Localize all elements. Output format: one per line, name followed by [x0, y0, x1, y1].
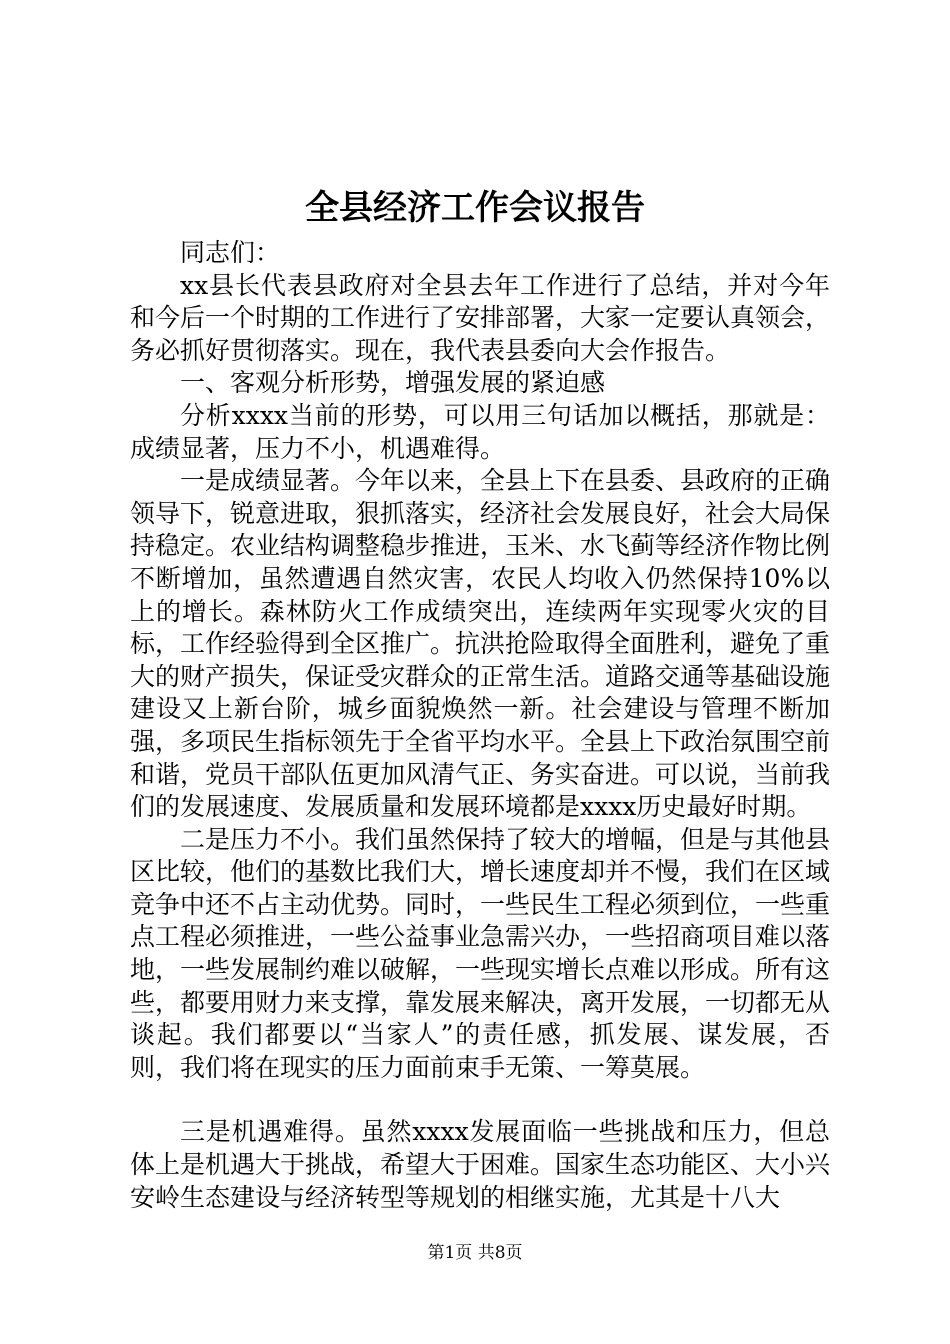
paragraph-summary: 分析xxxx当前的形势，可以用三句话加以概括，那就是：成绩显著，压力不小，机遇难得。 [130, 400, 830, 463]
paragraph-intro: xx县长代表县政府对全县去年工作进行了总结，并对今年和今后一个时期的工作进行了安排部署，大家一定要认真领会，务必抓好贯彻落实。现在，我代表县委向大会作报告。 [130, 270, 831, 365]
document-title: 全县经济工作会议报告 [305, 188, 645, 228]
paragraph-opportunity: 三是机遇难得。虽然xxxx发展面临一些挑战和压力，但总体上是机遇大于挑战，希望大于困难。国家生态功能区、大小兴安岭生态建设与经济转型等规划的相继实施，尤其是十八大 [130, 1117, 831, 1212]
paragraph-pressure: 二是压力不小。我们虽然保持了较大的增幅，但是与其他县区比较，他们的基数比我们大，增长速度却并不慢，我们在区域竞争中还不占主动优势。同时，一些民生工程必须到位，一些重点工程必须推进，一些公益事业急需兴办，一些招商项目难以落地，一些发展制约难以破解，一些现实增长点难以形成。所有这些，都要用财力来支撑，靠发展来解决，离开发展，一切都无从谈起。我们都要以“当家人”的责任感，抓发展、谋发展，否则，我们将在现实的压力面前束手无策、一筹莫展。 [130, 824, 831, 1082]
salutation: 同志们： [180, 238, 281, 267]
section-heading: 一、客观分析形势，增强发展的紧迫感 [180, 368, 606, 398]
page-number: 第1页 共8页 [427, 1243, 523, 1263]
document-body [130, 237, 830, 1214]
paragraph-achievements: 一是成绩显著。今年以来，全县上下在县委、县政府的正确领导下，锐意进取，狠抓落实，经济社会发展良好，社会大局保持稳定。农业结构调整稳步推进，玉米、水飞蓟等经济作物比例不断增加，虽然遭遇自然灾害，农民人均收入仍然保持10%以上的增长。森林防火工作成绩突出，连续两年实现零火灾的目标，工作经验得到全区推广。抗洪抢险取得全面胜利，避免了重大的财产损失，保证受灾群众的正常生活。道路交通等基础设施建设又上新台阶，城乡面貌焕然一新。社会建设与管理不断加强，多项民生指标领先于全省平均水平。全县上下政治氛围空前和谐，党员干部队伍更加风清气正、务实奋进。可以说，当前我们的发展速度、发展质量和发展环境都是xxxx历史最好时期。 [130, 466, 831, 822]
